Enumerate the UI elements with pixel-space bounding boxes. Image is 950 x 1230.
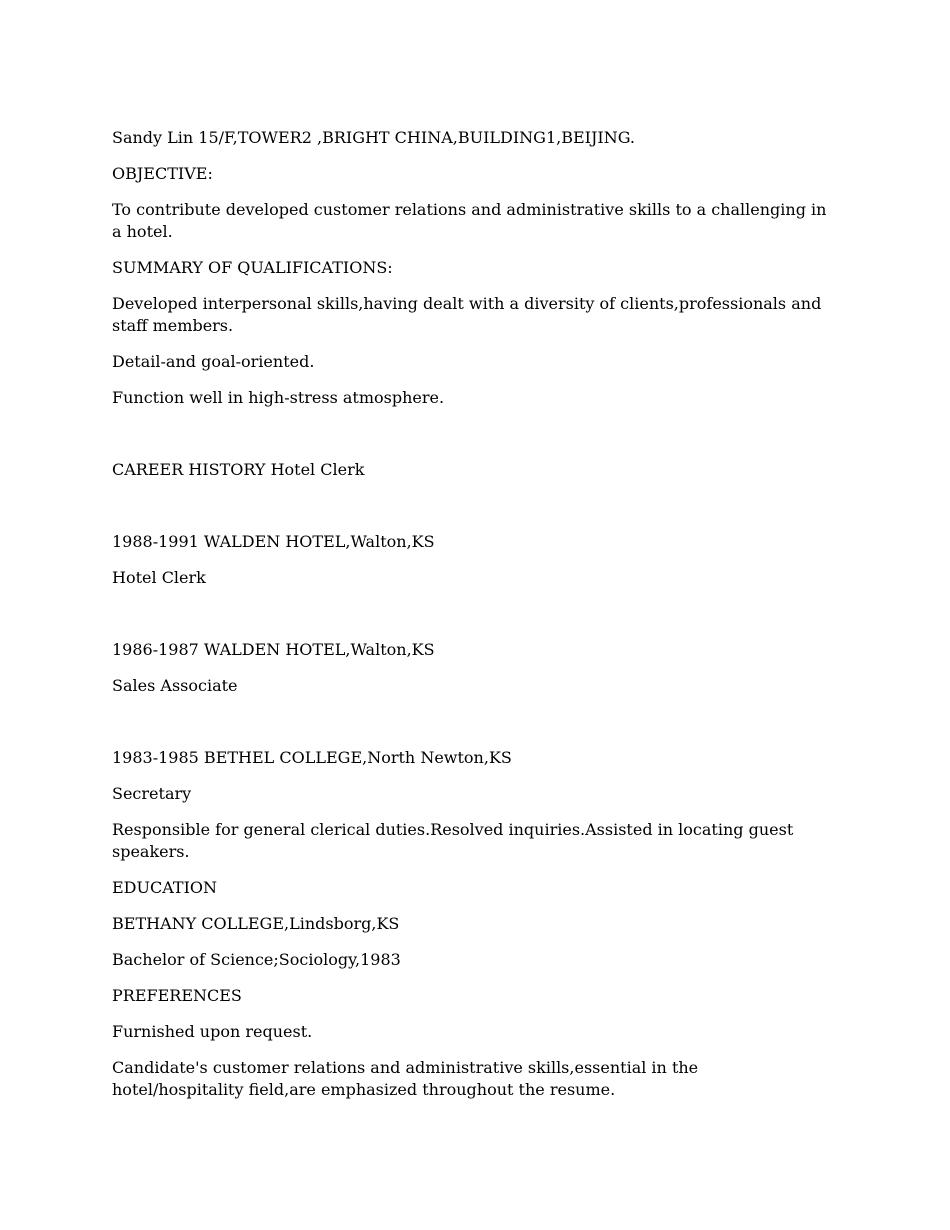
job-title: Secretary (112, 784, 192, 803)
education-school: BETHANY COLLEGE,Lindsborg,KS (112, 914, 400, 933)
name-address-line: Sandy Lin 15/F,TOWER2 ,BRIGHT CHINA,BUILDING1,BEIJING. (112, 128, 636, 147)
objective-heading: OBJECTIVE: (112, 164, 213, 183)
job-period: 1986-1987 WALDEN HOTEL,Walton,KS (112, 640, 435, 659)
job-period: 1988-1991 WALDEN HOTEL,Walton,KS (112, 532, 435, 551)
job-period: 1983-1985 BETHEL COLLEGE,North Newton,KS (112, 748, 512, 767)
job-description: Responsible for general clerical duties.Resolved inquiries.Assisted in locating guest speakers. (112, 820, 794, 861)
job-title: Sales Associate (112, 676, 238, 695)
blank-line (112, 711, 832, 733)
blank-line (112, 423, 832, 445)
objective-text: To contribute developed customer relations and administrative skills to a challenging in a hotel. (112, 200, 827, 241)
blank-line (112, 495, 832, 517)
summary-item: Function well in high-stress atmosphere. (112, 388, 445, 407)
career-heading: CAREER HISTORY Hotel Clerk (112, 460, 365, 479)
blank-line (112, 603, 832, 625)
summary-item: Detail-and goal-oriented. (112, 352, 315, 371)
summary-item: Developed interpersonal skills,having dealt with a diversity of clients,professionals and staff members. (112, 294, 822, 335)
closing-note: Candidate's customer relations and administrative skills,essential in the hotel/hospitality field,are emphasized throughout the resume. (112, 1058, 699, 1099)
preferences-text: Furnished upon request. (112, 1022, 313, 1041)
preferences-heading: PREFERENCES (112, 986, 242, 1005)
job-title: Hotel Clerk (112, 568, 206, 587)
resume-document (112, 127, 832, 1115)
education-heading: EDUCATION (112, 878, 218, 897)
summary-heading: SUMMARY OF QUALIFICATIONS: (112, 258, 393, 277)
education-degree: Bachelor of Science;Sociology,1983 (112, 950, 401, 969)
